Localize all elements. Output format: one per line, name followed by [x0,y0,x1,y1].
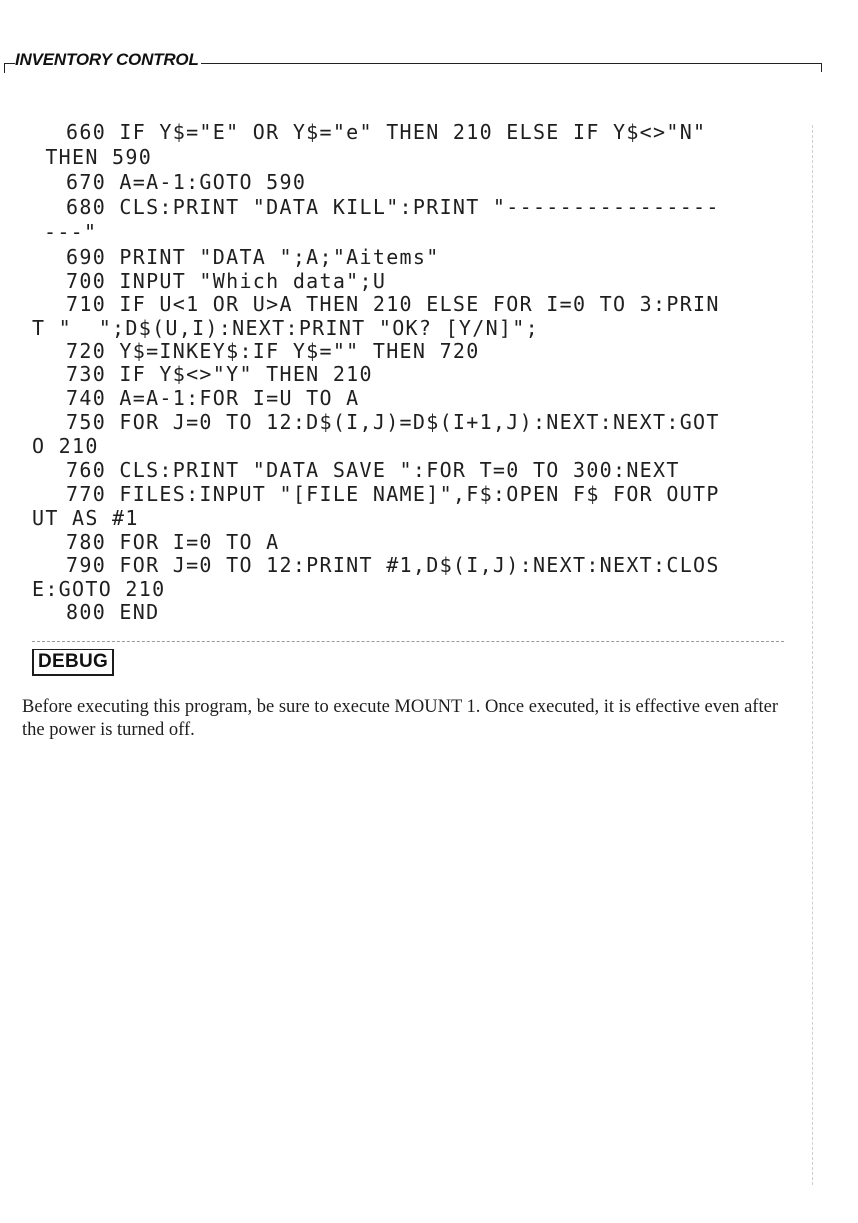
code-line: O 210 [32,434,99,458]
code-line: 700 INPUT "Which data";U [26,269,387,293]
section-header [4,50,822,72]
header-title: INVENTORY CONTROL [15,50,199,69]
header-bracket-right [821,63,822,72]
code-line: ---" [44,220,98,244]
debug-note: Before executing this program, be sure to execute MOUNT 1. Once executed, it is effective even after the power is turned off. [22,697,778,740]
code-line: 780 FOR I=0 TO A [26,530,280,554]
section-divider [32,641,784,642]
code-line: 750 FOR J=0 TO 12:D$(I,J)=D$(I+1,J):NEXT:NEXT:GOT [26,410,720,434]
debug-label: DEBUG [32,649,114,676]
code-line: E:GOTO 210 [32,577,166,601]
code-line: 720 Y$=INKEY$:IF Y$="" THEN 720 [26,339,480,363]
code-line: THEN 590 [32,145,153,169]
code-line: 690 PRINT "DATA ";A;"Aitems" [26,245,440,269]
code-line: 660 IF Y$="E" OR Y$="e" THEN 210 ELSE IF Y$<>"N" [26,120,707,144]
header-bracket-left [4,63,13,73]
code-line: 730 IF Y$<>"Y" THEN 210 [26,362,373,386]
code-line: 760 CLS:PRINT "DATA SAVE ":FOR T=0 TO 300:NEXT [26,458,680,482]
code-line: T " ";D$(U,I):NEXT:PRINT "OK? [Y/N]"; [32,316,539,340]
code-line: 670 A=A-1:GOTO 590 [26,170,307,194]
code-line: 740 A=A-1:FOR I=U TO A [26,386,360,410]
code-line: 770 FILES:INPUT "[FILE NAME]",F$:OPEN F$ FOR OUTP [26,482,720,506]
code-line: 680 CLS:PRINT "DATA KILL":PRINT "---------------- [26,195,720,219]
margin-rule [812,125,813,1185]
code-line: 800 END [26,600,160,624]
code-line: UT AS #1 [32,506,139,530]
code-line: 790 FOR J=0 TO 12:PRINT #1,D$(I,J):NEXT:NEXT:CLOS [26,553,720,577]
code-line: 710 IF U<1 OR U>A THEN 210 ELSE FOR I=0 TO 3:PRIN [26,292,720,316]
